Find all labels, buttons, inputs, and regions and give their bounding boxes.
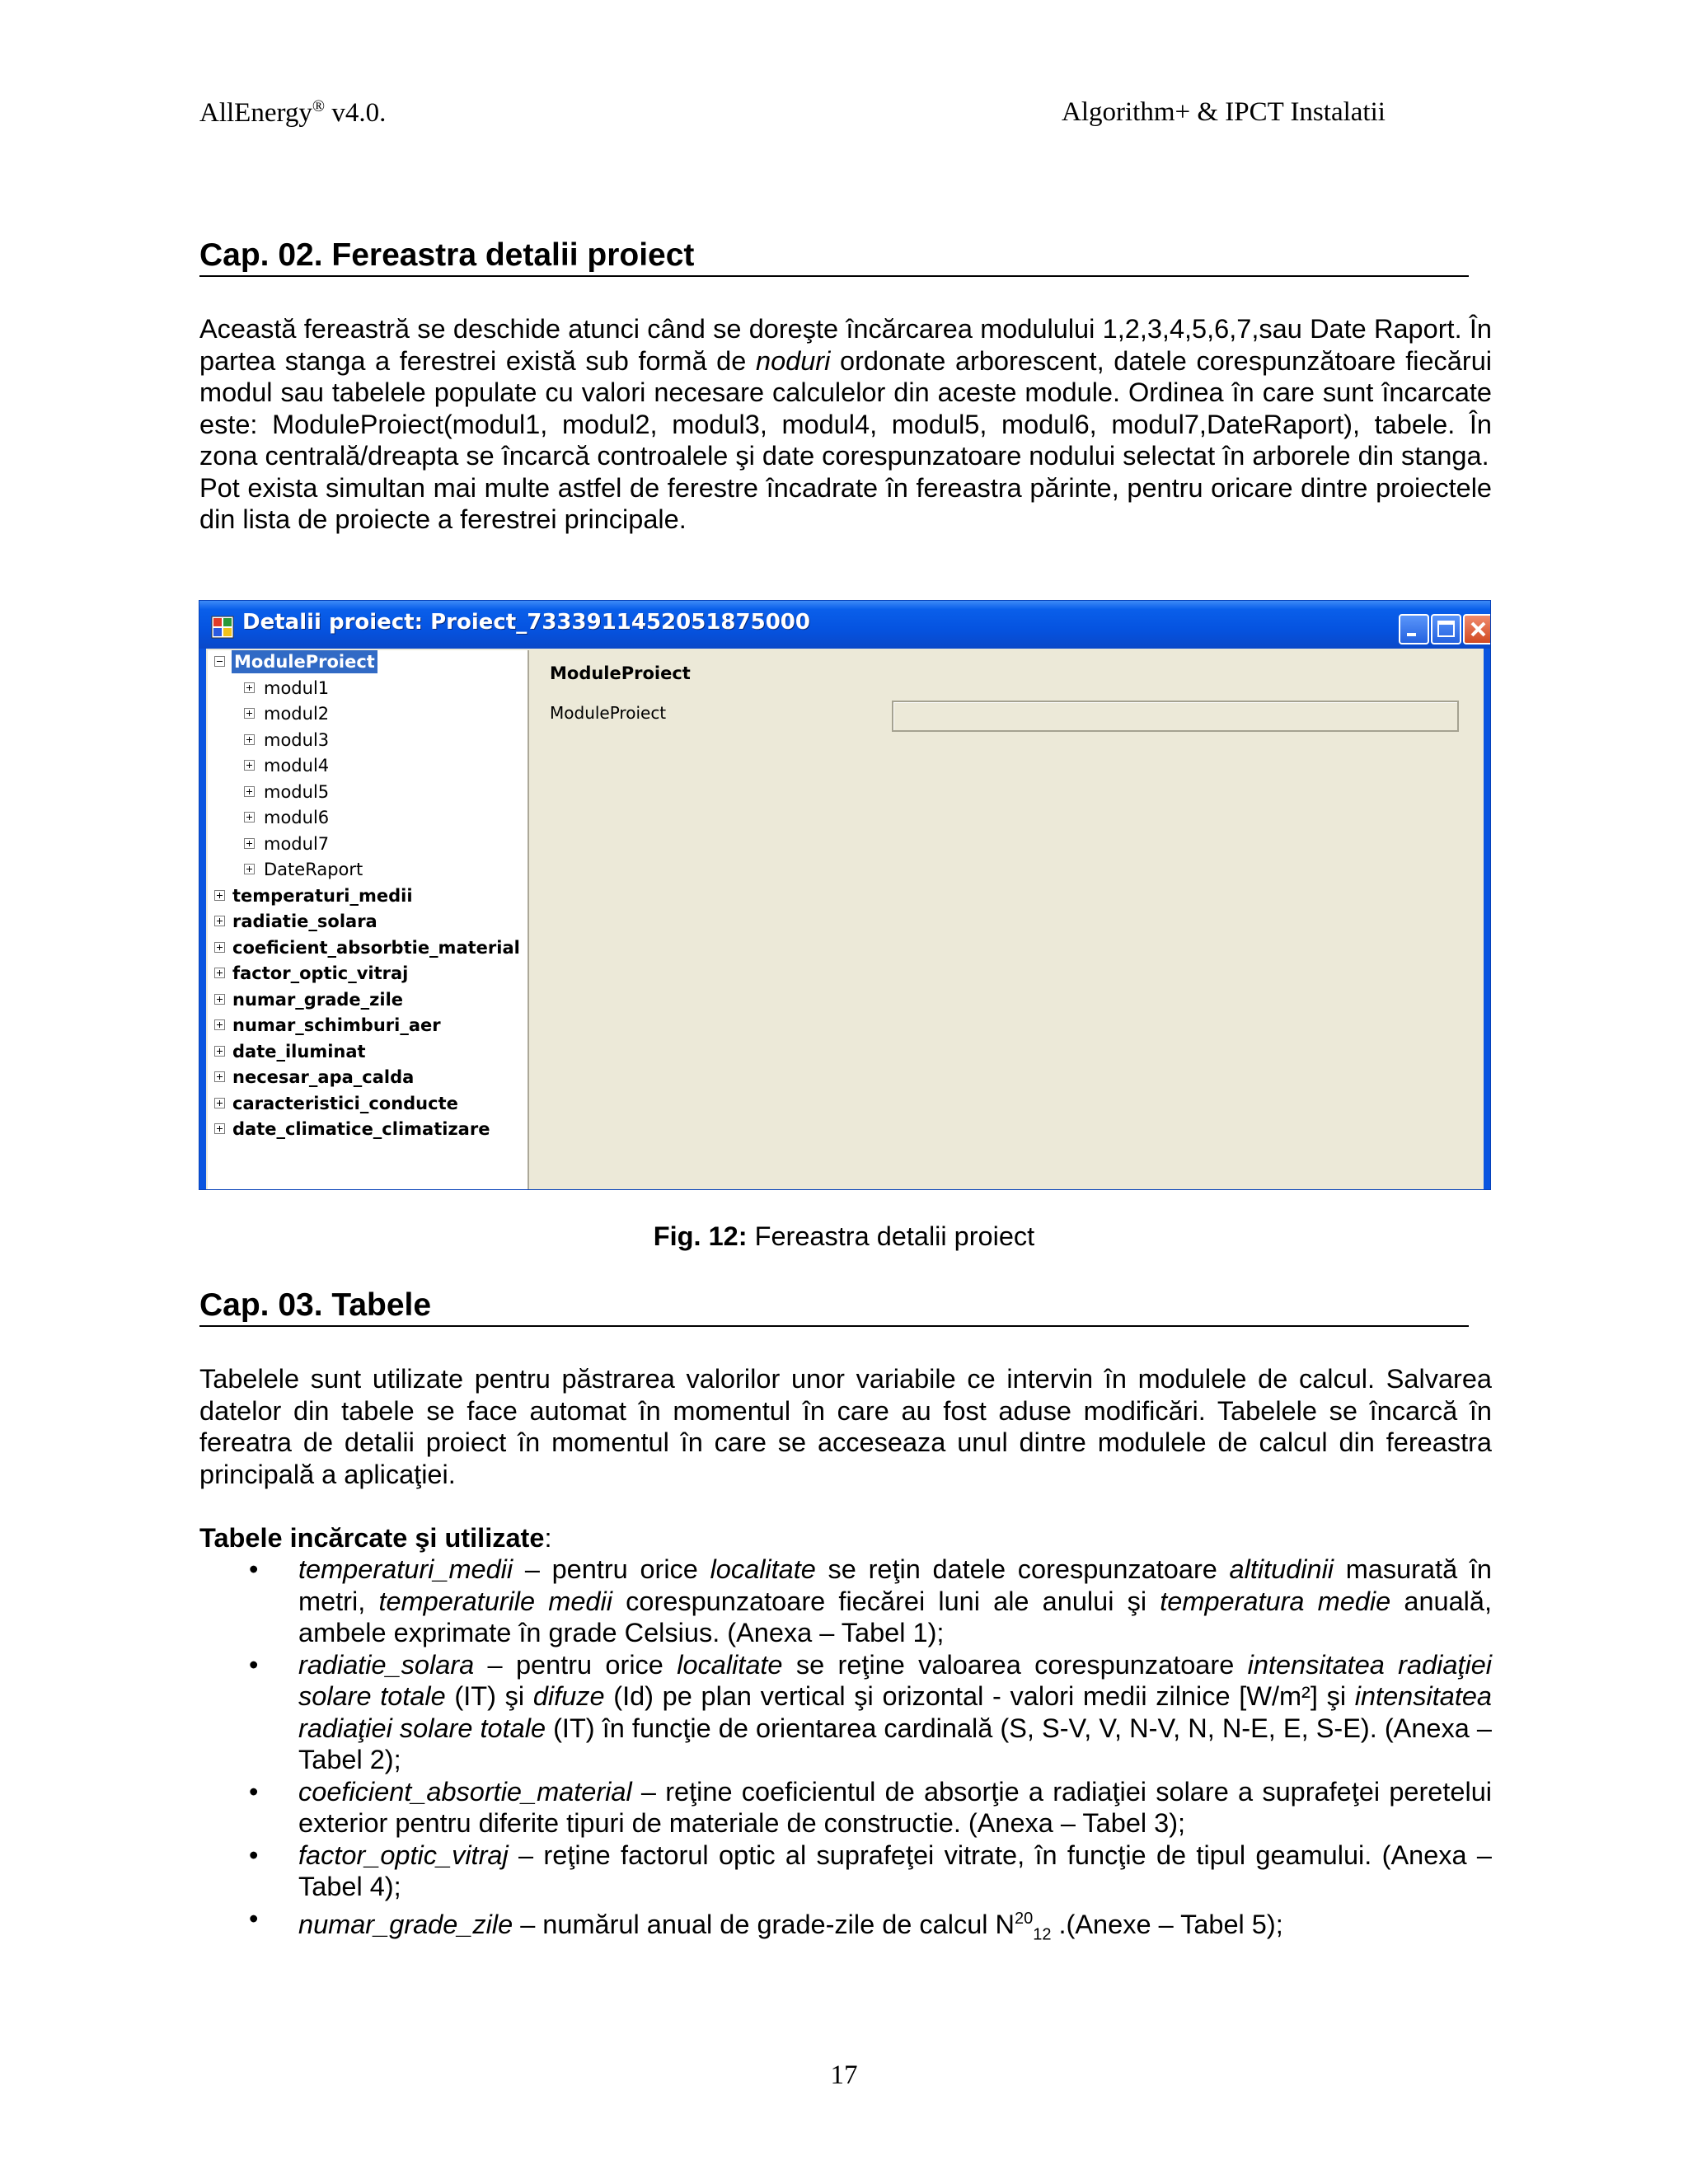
tree-node-label[interactable]: radiatie_solara xyxy=(232,912,377,931)
expand-icon[interactable] xyxy=(214,1071,225,1082)
tree-node-label[interactable]: modul5 xyxy=(264,781,330,802)
figure-caption xyxy=(0,1221,1688,1252)
tree-node-label[interactable]: date_climatice_climatizare xyxy=(232,1119,490,1139)
chapter-3-para: Tabelele sunt utilizate pentru păstrarea valorilor unor variabile ce intervin în modulele de calcul. Salvarea datelor din tabele se face automat în momentul în care au fost aduse modificări. Tabelele se încarcă în fereatra de detalii proiect în momentul în care se acceseaza unul dintre modulele de calcul din fereastra principală a aplicaţiei. xyxy=(199,1364,1492,1489)
bullet-term: coeficient_absortie_material xyxy=(298,1776,632,1807)
tree-node-label[interactable]: factor_optic_vitraj xyxy=(232,963,409,983)
bullet-term: intensitatea radiaţiei solare totale xyxy=(298,1681,1492,1743)
expand-icon[interactable] xyxy=(214,968,225,978)
para-emphasis: noduri xyxy=(756,345,831,376)
module-proiect-field[interactable] xyxy=(892,701,1459,732)
caption-label: Fig. 12: xyxy=(653,1221,748,1251)
minimize-icon xyxy=(1400,616,1428,643)
bullet-text: se reţine valoarea corespunzatoare xyxy=(782,1649,1248,1680)
chapter-3-title: Cap. 03. Tabele xyxy=(199,1286,1469,1327)
bullet-text: (IT) în funcţie de orientarea cardinală (S, S-V, V, N-V, N, N-E, E, S-E). (Anexa – Tabel 2); xyxy=(298,1713,1492,1774)
bullet-coeficient-absortie xyxy=(199,1776,1492,1840)
bullet-term: radiatie_solara xyxy=(298,1649,475,1680)
expand-icon[interactable] xyxy=(244,734,255,745)
bullet-text: – numărul anual de grade-zile de calcul N xyxy=(513,1909,1015,1939)
bullet-term: difuze xyxy=(532,1681,605,1711)
tree-node-label[interactable]: numar_schimburi_aer xyxy=(232,1015,441,1035)
subheading-text: Tabele incărcate şi utilizate xyxy=(199,1523,545,1553)
expand-icon[interactable] xyxy=(244,812,255,823)
tree-node-label[interactable]: caracteristici_conducte xyxy=(232,1093,458,1113)
chapter-2-title: Cap. 02. Fereastra detalii proiect xyxy=(199,236,1469,277)
tree-node-label[interactable]: temperaturi_medii xyxy=(232,885,413,906)
window-title: Detalii proiect: Proiect_7333911452051875000 xyxy=(242,610,810,635)
bullet-text: corespunzatoare fiecărei luni ale anului şi xyxy=(612,1586,1160,1616)
expand-icon[interactable] xyxy=(214,1123,225,1134)
bullet-text: masurată în metri, xyxy=(298,1554,1492,1616)
tables-subheading xyxy=(199,1522,1492,1554)
tree-node-label[interactable]: modul1 xyxy=(264,677,330,698)
bullet-text: – reţine factorul optic al suprafeţei vitrate, în funcţie de tipul geamului. (Anexa – Tabel 4); xyxy=(298,1840,1492,1901)
tree-node-label[interactable]: modul6 xyxy=(264,808,330,827)
minimize-button[interactable] xyxy=(1399,614,1429,644)
bullet-term: altitudinii xyxy=(1229,1554,1334,1584)
tree-node-label[interactable]: ModuleProiect xyxy=(232,650,377,673)
project-tree-view[interactable] xyxy=(208,650,529,1189)
maximize-button[interactable] xyxy=(1431,614,1461,644)
bullet-marker: • xyxy=(249,1554,259,1584)
expand-icon[interactable] xyxy=(244,786,255,797)
project-details-window xyxy=(199,600,1491,1190)
bullet-marker: • xyxy=(249,1649,259,1680)
bullet-text: anuală, ambele exprimate în grade Celsius. (Anexa – Tabel 1); xyxy=(298,1586,1493,1647)
chapter-2-body xyxy=(199,313,1492,536)
expand-icon[interactable] xyxy=(214,890,225,901)
para-text: ordonate arborescent, datele corespunzătoare fiecărui modul sau tabelele populate cu valori necesare calculelor din aceste module. Ordinea în care sunt încarcate este: ModuleProiect(modul1, modul2, modul3, modul4, modul5, modul6, modul7,DateRaport), tabele. În zona centrală/dreapta se încarcă controalele şi date corespunzatoare nodului selectat în arborele din stanga. xyxy=(199,345,1493,471)
para-text: Această fereastră se deschide atunci când se doreşte încărcarea modulului 1,2,3,4,5,6,7,sau Date Raport. În partea stanga a ferestrei există sub formă de xyxy=(199,314,1492,376)
subscript: 12 xyxy=(1033,1924,1052,1943)
bullet-term: temperaturi_medii xyxy=(298,1554,513,1584)
bullet-text: (IT) şi xyxy=(445,1681,533,1711)
bullet-marker: • xyxy=(249,1840,259,1870)
chapter-2-para-1 xyxy=(199,313,1492,472)
bullet-factor-optic xyxy=(199,1840,1492,1903)
caption-text: Fereastra detalii proiect xyxy=(747,1221,1035,1251)
bullet-text: – pentru orice xyxy=(513,1554,710,1584)
tree-node-label[interactable]: necesar_apa_calda xyxy=(232,1067,415,1087)
bullet-radiatie-solara xyxy=(199,1649,1492,1776)
close-button[interactable] xyxy=(1463,614,1491,644)
registered-mark: ® xyxy=(312,97,326,115)
expand-icon[interactable] xyxy=(244,760,255,771)
expand-icon[interactable] xyxy=(214,916,225,926)
bullet-text: se reţin datele corespunzatoare xyxy=(815,1554,1230,1584)
subheading-colon: : xyxy=(544,1523,552,1553)
product-version: v4.0. xyxy=(325,98,387,128)
maximize-icon xyxy=(1432,616,1460,643)
tree-node-label[interactable]: modul4 xyxy=(264,756,330,776)
tree-node-label[interactable]: DateRaport xyxy=(264,860,363,879)
bullet-temperaturi-medii xyxy=(199,1554,1492,1649)
tables-bullet-list xyxy=(199,1554,1492,1950)
bullet-text: – reţine coeficientul de absorţie a radiaţiei solare a suprafeţei peretelui exterior pentru diferite tipuri de materiale de constructie. (Anexa – Tabel 3); xyxy=(298,1776,1492,1838)
collapse-icon[interactable] xyxy=(214,656,225,667)
bullet-marker: • xyxy=(249,1776,259,1807)
bullet-term: localitate xyxy=(710,1554,816,1584)
tree-node-label[interactable]: date_iluminat xyxy=(232,1041,366,1062)
expand-icon[interactable] xyxy=(214,1046,225,1057)
bullet-term: numar_grade_zile xyxy=(298,1909,513,1939)
window-titlebar[interactable] xyxy=(199,601,1490,649)
tree-node-label[interactable]: modul7 xyxy=(264,833,330,854)
product-name: AllEnergy xyxy=(199,98,312,128)
superscript: 20 xyxy=(1015,1909,1034,1928)
expand-icon[interactable] xyxy=(214,1098,225,1108)
expand-icon[interactable] xyxy=(214,994,225,1005)
running-header-left xyxy=(199,97,386,129)
bullet-term: temperaturile medii xyxy=(378,1586,612,1616)
bullet-numar-grade-zile xyxy=(199,1903,1492,1951)
window-client-area xyxy=(206,649,1484,1189)
close-icon xyxy=(1465,616,1491,643)
app-window-icon xyxy=(211,616,234,639)
bullet-marker: • xyxy=(249,1903,259,1933)
panel-field-label: ModuleProiect xyxy=(550,703,667,723)
expand-icon[interactable] xyxy=(244,838,255,849)
bullet-text: .(Anexe – Tabel 5); xyxy=(1051,1909,1283,1939)
bullet-term: temperatura medie xyxy=(1160,1586,1391,1616)
bullet-text: (Id) pe plan vertical şi orizontal - valori medii zilnice [W/m²] şi xyxy=(604,1681,1355,1711)
expand-icon[interactable] xyxy=(244,708,255,719)
expand-icon[interactable] xyxy=(244,864,255,874)
running-header-right: Algorithm+ & IPCT Instalatii xyxy=(1062,97,1386,127)
bullet-term: factor_optic_vitraj xyxy=(298,1840,509,1870)
expand-icon[interactable] xyxy=(214,1019,225,1030)
bullet-term: intensitatea radiaţiei solare totale xyxy=(298,1649,1492,1711)
expand-icon[interactable] xyxy=(214,942,225,953)
tree-node-label[interactable]: modul2 xyxy=(264,704,330,724)
bullet-term: localitate xyxy=(677,1649,783,1680)
page-number: 17 xyxy=(830,2060,858,2090)
tree-node-label[interactable]: numar_grade_zile xyxy=(232,989,404,1010)
tree-node-label[interactable]: modul3 xyxy=(264,729,330,750)
chapter-2-para-2: Pot exista simultan mai multe astfel de ferestre încadrate în fereastra părinte, pentru oricare dintre proiectele din lista de proiecte a ferestrei principale. xyxy=(199,472,1492,534)
expand-icon[interactable] xyxy=(244,682,255,693)
tree-node-label[interactable]: coeficient_absorbtie_material xyxy=(232,937,520,958)
panel-title: ModuleProiect xyxy=(550,663,691,683)
bullet-text: – pentru orice xyxy=(474,1649,678,1680)
